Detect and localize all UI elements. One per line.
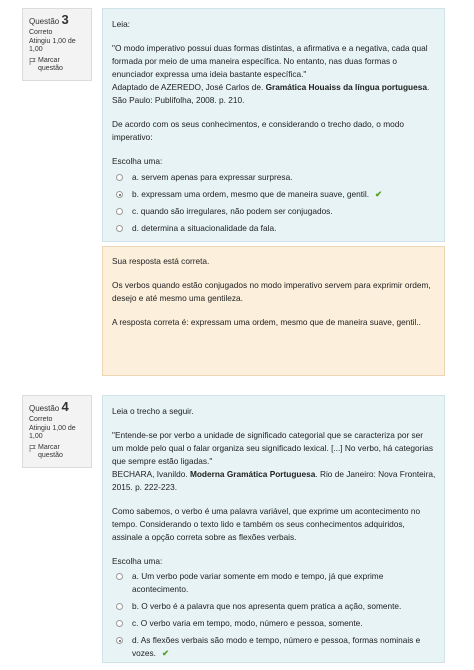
radio-button[interactable] (116, 603, 123, 610)
answer-option-c[interactable]: c. O verbo varia em tempo, modo, número e pessoa, somente. (112, 617, 436, 630)
question-4-number-line (29, 400, 85, 416)
flag-question-link[interactable] (29, 57, 85, 74)
question-lead: Leia o trecho a seguir. (112, 406, 194, 416)
question-grade: Atingiu 1,00 de 1,00 (29, 37, 76, 53)
question-3-info (22, 8, 92, 81)
flag-question-label: Marcar questão (38, 443, 63, 459)
choose-label: Escolha uma: (112, 556, 163, 566)
radio-button[interactable] (116, 208, 123, 215)
flag-icon (29, 445, 36, 452)
radio-button[interactable] (116, 225, 123, 232)
question-prompt: Como sabemos, o verbo é uma palavra variável, que exprime um acontecimento no tempo. Considerando o texto lido e também os seus conhecimentos adquiridos, assinale a opção correta sobre as flexões verbais. (112, 506, 421, 542)
question-grade: Atingiu 1,00 de 1,00 (29, 424, 76, 440)
radio-button-selected[interactable] (116, 191, 123, 198)
answer-option-d[interactable]: d. determina a situacionalidade da fala. (112, 222, 436, 235)
answer-option-b[interactable]: b. expressam uma ordem, mesmo que de maneira suave, gentil. ✔ (112, 188, 436, 201)
question-lead: Leia: (112, 19, 130, 29)
question-prompt: De acordo com os seus conhecimentos, e considerando o trecho dado, o modo imperativo: (112, 119, 404, 142)
flag-question-label: Marcar questão (38, 56, 63, 72)
answer-option-c[interactable]: c. quando são irregulares, não podem ser conjugados. (112, 205, 436, 218)
question-3-number-line (29, 13, 85, 29)
radio-button[interactable] (116, 573, 123, 580)
question-reference: Adaptado de AZEREDO, José Carlos de. Gramática Houaiss da língua portuguesa. São Paulo: Publifolha, 2008. p. 210. (112, 82, 430, 105)
feedback-status: Sua resposta está correta. (112, 256, 210, 266)
correct-check-icon: ✔ (375, 189, 382, 199)
choose-label: Escolha uma: (112, 156, 163, 166)
feedback-text: Os verbos quando estão conjugados no modo imperativo servem para exprimir ordem, desejo e até mesmo uma gentileza. (112, 280, 431, 303)
radio-button[interactable] (116, 174, 123, 181)
flag-question-link[interactable] (29, 444, 85, 461)
answer-option-d[interactable]: d. As flexões verbais são modo e tempo, número e pessoa, formas nominais e vozes. ✔ (112, 634, 436, 660)
question-quote: "Entende-se por verbo a unidade de significado categorial que se caracteriza por ser um molde pelo qual o falar organiza seu significado lexical. [...] No verbo, há categorias que sempre estão ligadas." (112, 430, 433, 466)
question-label: Questão (29, 17, 60, 26)
question-status: Correto (29, 29, 53, 36)
question-3-feedback (102, 246, 445, 376)
question-4-content (102, 395, 445, 663)
answer-option-b[interactable]: b. O verbo é a palavra que nos apresenta quem pratica a ação, somente. (112, 600, 436, 613)
answer-option-a[interactable]: a. Um verbo pode variar somente em modo e tempo, já que exprime acontecimento. (112, 570, 436, 596)
question-status: Correto (29, 416, 53, 423)
radio-button-selected[interactable] (116, 637, 123, 644)
question-reference: BECHARA, Ivanildo. Moderna Gramática Portuguesa. Rio de Janeiro: Nova Fronteira, 2015. p. 222-223. (112, 469, 436, 492)
question-label: Questão (29, 404, 60, 413)
question-4-info (22, 395, 92, 468)
radio-button[interactable] (116, 620, 123, 627)
question-3-content (102, 8, 445, 242)
question-number: 4 (61, 399, 69, 414)
correct-answer: A resposta correta é: expressam uma ordem, mesmo que de maneira suave, gentil.. (112, 317, 421, 327)
flag-icon (29, 58, 36, 65)
correct-check-icon: ✔ (161, 648, 169, 658)
answer-option-a[interactable]: a. servem apenas para expressar surpresa. (112, 171, 436, 184)
question-number: 3 (61, 12, 69, 27)
question-quote: "O modo imperativo possui duas formas distintas, a afirmativa e a negativa, cada qual formada por meio de uma maneira específica. No entanto, nas duas formas o enunciador expressa uma ideia bastante específica." (112, 43, 428, 79)
